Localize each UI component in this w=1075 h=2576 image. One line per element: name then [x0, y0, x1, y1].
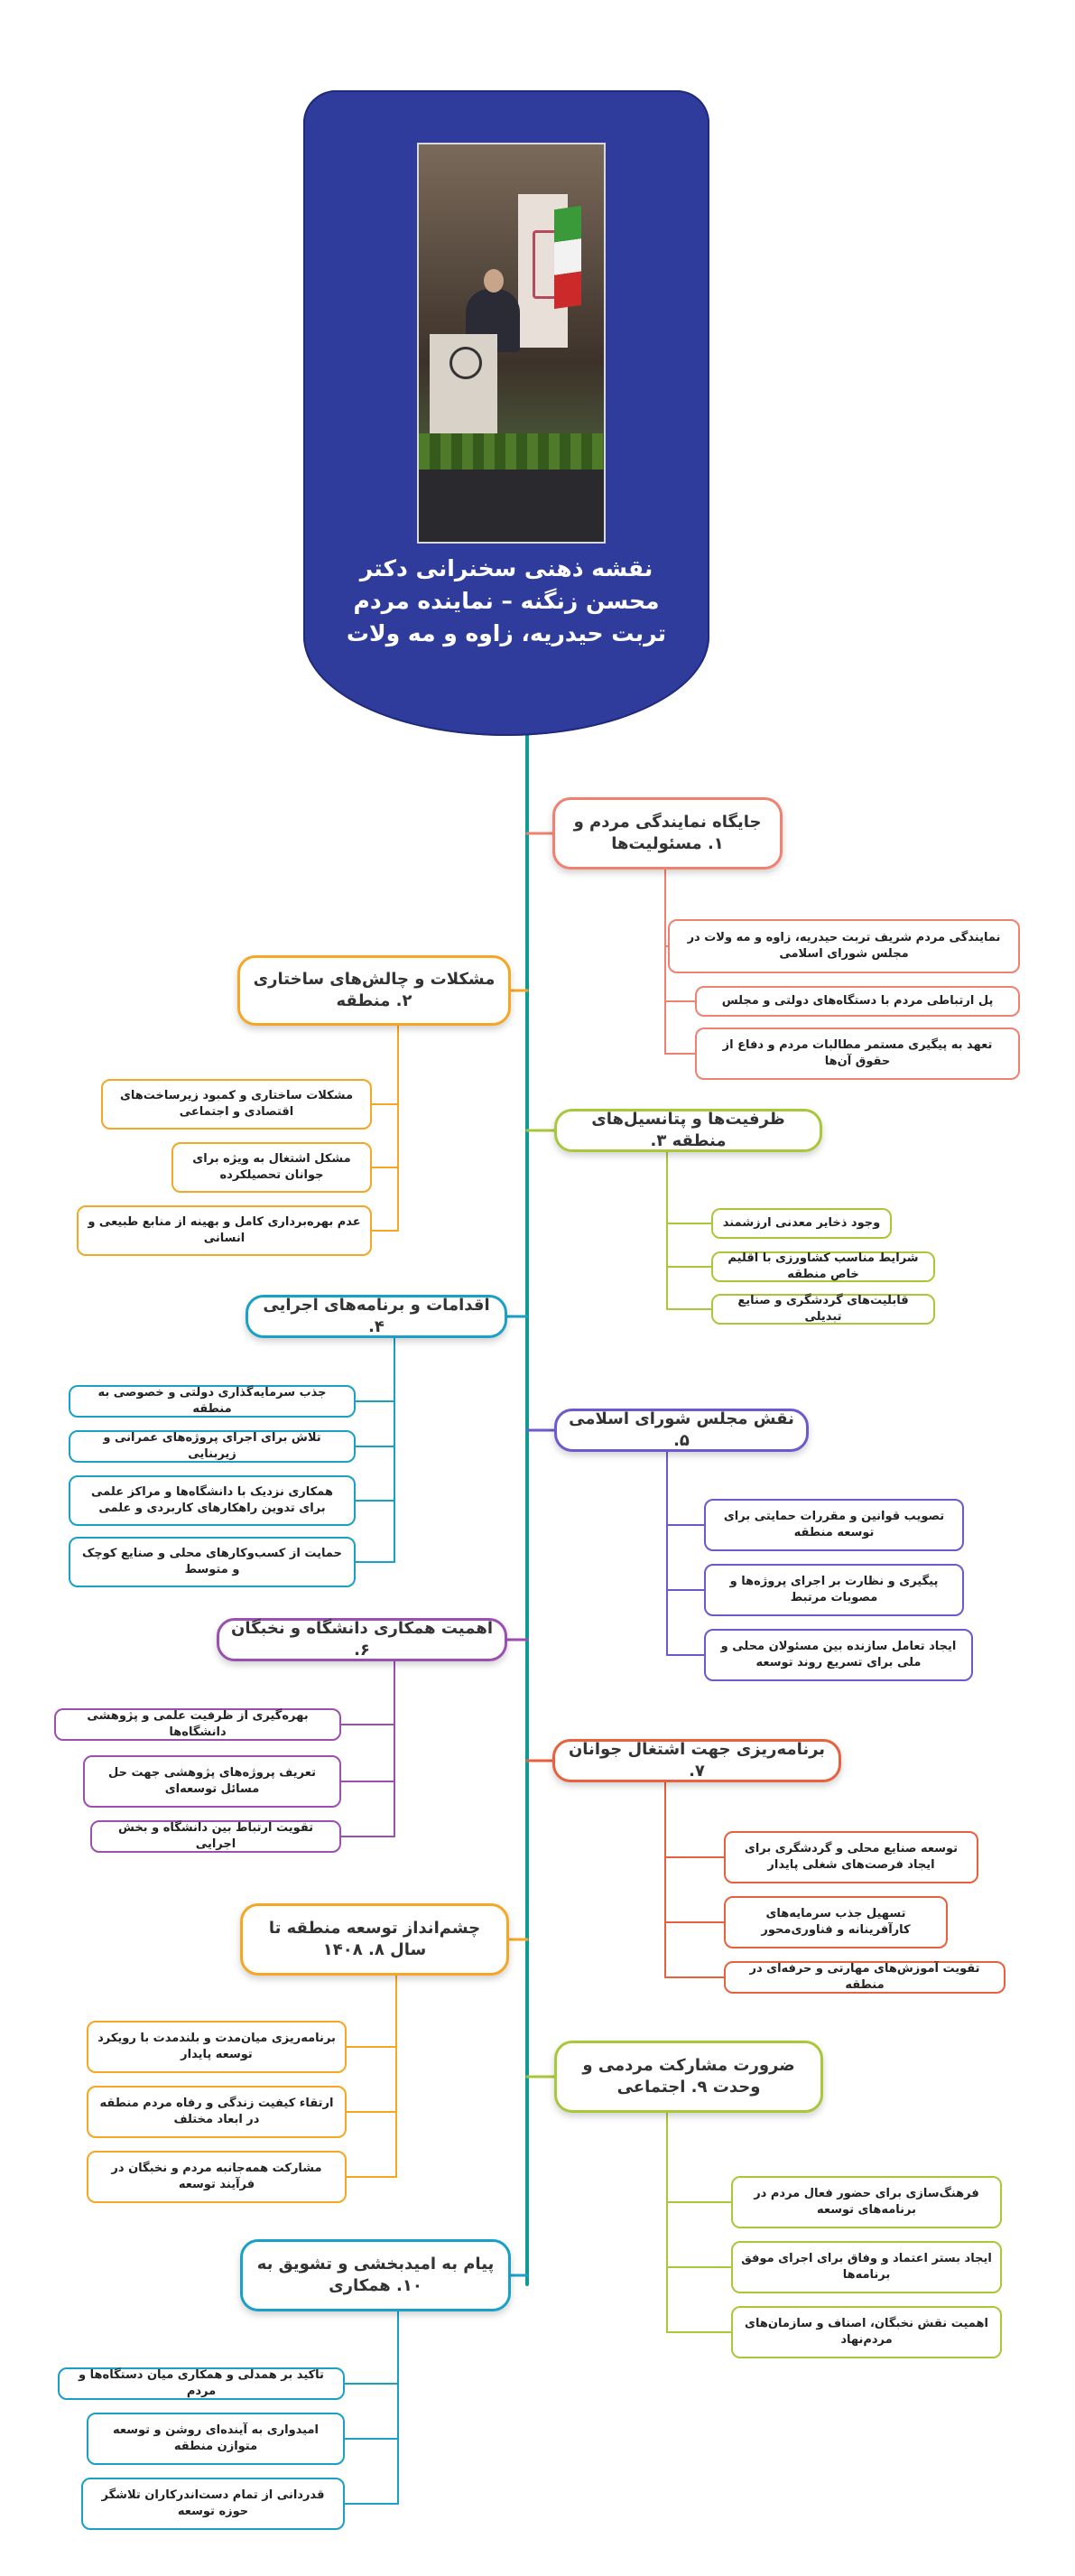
topic-9-sub-2: ایجاد بستر اعتماد و وفاق برای اجرای موفق برنامه‌ها — [731, 2241, 1002, 2293]
topic-2-sub-3: عدم بهره‌برداری کامل و بهینه از منابع طبیعی و انسانی — [77, 1205, 372, 1256]
topic-1-sub-1: نمایندگی مردم شریف تربت حیدریه، زاوه و مه ولات در مجلس شورای اسلامی — [668, 919, 1020, 973]
topic-5: نقش مجلس شورای اسلامی ۵. — [554, 1409, 809, 1452]
topic-6: اهمیت همکاری دانشگاه و نخبگان ۶. — [217, 1618, 507, 1661]
topic-3: ظرفیت‌ها و پتانسیل‌های منطقه ۳. — [554, 1109, 822, 1152]
topic-3-sub-3: قابلیت‌های گردشگری و صنایع تبدیلی — [711, 1294, 935, 1325]
topic-9-sub-1: فرهنگ‌سازی برای حضور فعال مردم در برنامه‌های توسعه — [731, 2176, 1002, 2228]
topic-4-sub-4: حمایت از کسب‌وکارهای محلی و صنایع کوچک و متوسط — [69, 1537, 356, 1587]
header-title-line-2: محسن زنگنه – نماینده مردم — [353, 588, 660, 614]
header-title-line-3: تربت حیدریه، زاوه و مه ولات — [346, 620, 667, 646]
topic-2: مشکلات و چالش‌های ساختاری ۲. منطقه — [237, 955, 511, 1026]
audience — [419, 470, 604, 542]
topic-1: جایگاه نمایندگی مردم و ۱. مسئولیت‌ها — [552, 797, 783, 870]
topic-8: چشم‌انداز توسعه منطقه تا سال ۸. ۱۴۰۸ — [240, 1903, 509, 1976]
topic-3-sub-1: وجود ذخایر معدنی ارزشمند — [711, 1208, 892, 1239]
topic-4: اقدامات و برنامه‌های اجرایی ۴. — [246, 1295, 507, 1338]
topic-8-sub-2: ارتقاء کیفیت زندگی و رفاه مردم منطقه در ابعاد مختلف — [87, 2086, 347, 2138]
topic-5-sub-1: تصویب قوانین و مقررات حمایتی برای توسعه منطقه — [704, 1499, 964, 1551]
topic-5-sub-3: ایجاد تعامل سازنده بین مسئولان محلی و ملی برای تسریع روند توسعه — [704, 1629, 973, 1681]
topic-10-sub-1: تاکید بر همدلی و همکاری میان دستگاه‌ها و مردم — [58, 2367, 345, 2400]
speaker-photo — [417, 143, 606, 544]
topic-4-sub-2: تلاش برای اجرای پروژه‌های عمرانی و زیربنایی — [69, 1430, 356, 1463]
topic-4-sub-1: جذب سرمایه‌گذاری دولتی و خصوصی به منطقه — [69, 1385, 356, 1418]
podium — [430, 334, 497, 433]
header-title-line-1: نقشه ذهنی سخنرانی دکتر — [359, 555, 653, 581]
topic-1-sub-2: پل ارتباطی مردم با دستگاه‌های دولتی و مجلس — [695, 986, 1020, 1017]
topic-4-sub-3: همکاری نزدیک با دانشگاه‌ها و مراکز علمی برای تدوین راهکارهای کاربردی و علمی — [69, 1475, 356, 1526]
topic-1-sub-3: تعهد به پیگیری مستمر مطالبات مردم و دفاع از حقوق آن‌ها — [695, 1028, 1020, 1080]
topic-9-sub-3: اهمیت نقش نخبگان، اصناف و سازمان‌های مردم‌نهاد — [731, 2306, 1002, 2358]
topic-7-sub-1: توسعه صنایع محلی و گردشگری برای ایجاد فرصت‌های شغلی پایدار — [724, 1831, 978, 1883]
topic-3-sub-2: شرایط مناسب کشاورزی با اقلیم خاص منطقه — [711, 1251, 935, 1282]
topic-7-sub-3: تقویت آموزش‌های مهارتی و حرفه‌ای در منطقه — [724, 1961, 1005, 1994]
topic-5-sub-2: پیگیری و نظارت بر اجرای پروژه‌ها و مصوبات مرتبط — [704, 1564, 964, 1616]
topic-7-sub-2: تسهیل جذب سرمایه‌های کارآفرینانه و فناوری‌محور — [724, 1896, 948, 1948]
topic-7: برنامه‌ریزی جهت اشتغال جوانان ۷. — [552, 1739, 841, 1782]
topic-6-sub-3: تقویت ارتباط بین دانشگاه و بخش اجرایی — [90, 1820, 341, 1853]
topic-2-sub-2: مشکل اشتغال به ویژه برای جوانان تحصیلکرده — [171, 1142, 372, 1193]
plants — [419, 433, 604, 470]
topic-2-sub-1: مشکلات ساختاری و کمبود زیرساخت‌های اقتصادی و اجتماعی — [101, 1079, 372, 1130]
flag-icon — [554, 206, 581, 309]
topic-8-sub-1: برنامه‌ریزی میان‌مدت و بلندمدت با رویکرد توسعه پایدار — [87, 2021, 347, 2073]
topic-10-sub-3: قدردانی از تمام دست‌اندرکاران تلاشگر حوزه توسعه — [81, 2478, 345, 2530]
topic-9: ضرورت مشارکت مردمی و وحدت ۹. اجتماعی — [554, 2041, 823, 2113]
topic-10-sub-2: امیدواری به آینده‌ای روشن و توسعه متوازن منطقه — [87, 2413, 345, 2465]
topic-8-sub-3: مشارکت همه‌جانبه مردم و نخبگان در فرآیند توسعه — [87, 2151, 347, 2203]
topic-6-sub-2: تعریف پروژه‌های پژوهشی جهت حل مسائل توسعه‌ای — [83, 1755, 341, 1808]
topic-10: پیام به امیدبخشی و تشویق به ۱۰. همکاری — [240, 2239, 511, 2311]
topic-6-sub-1: بهره‌گیری از ظرفیت علمی و پژوهشی دانشگاه‌ها — [54, 1708, 341, 1741]
